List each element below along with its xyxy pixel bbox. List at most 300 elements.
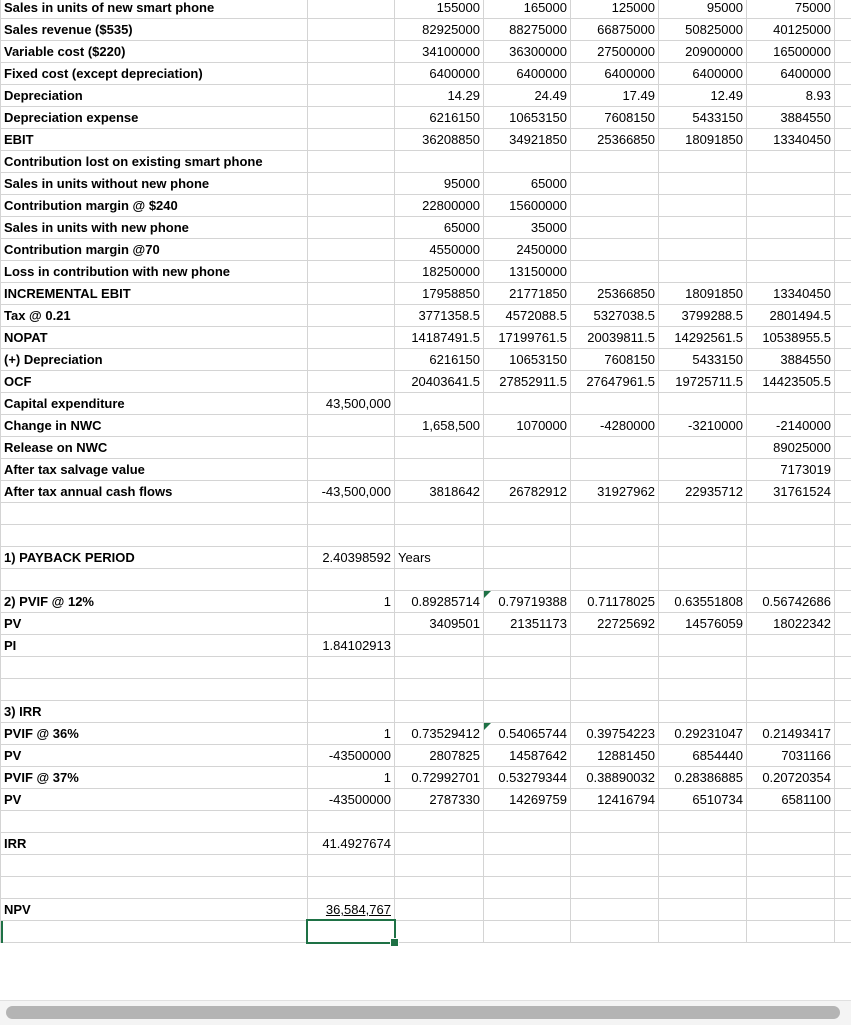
value-cell[interactable] (484, 877, 571, 899)
value-cell[interactable] (659, 261, 747, 283)
row-label-cell[interactable]: Tax @ 0.21 (1, 305, 308, 327)
value-cell[interactable] (835, 723, 851, 745)
value-cell[interactable] (308, 525, 395, 547)
value-cell[interactable] (484, 657, 571, 679)
value-cell[interactable] (747, 151, 835, 173)
value-cell[interactable]: 4550000 (395, 239, 484, 261)
value-cell[interactable]: 25366850 (571, 283, 659, 305)
value-cell[interactable]: 5433150 (659, 349, 747, 371)
value-cell[interactable] (835, 767, 851, 789)
row-label-cell[interactable]: NOPAT (1, 327, 308, 349)
value-cell[interactable] (571, 547, 659, 569)
value-cell[interactable] (571, 657, 659, 679)
value-cell[interactable]: 6400000 (659, 63, 747, 85)
value-cell[interactable]: 12.49 (659, 85, 747, 107)
value-cell[interactable] (835, 415, 851, 437)
value-cell[interactable] (659, 701, 747, 723)
value-cell[interactable] (659, 547, 747, 569)
value-cell[interactable] (395, 899, 484, 921)
value-cell[interactable] (747, 547, 835, 569)
value-cell[interactable] (835, 85, 851, 107)
value-cell[interactable] (308, 217, 395, 239)
value-cell[interactable] (835, 503, 851, 525)
value-cell[interactable]: 0.89285714 (395, 591, 484, 613)
value-cell[interactable]: 88275000 (484, 19, 571, 41)
value-cell[interactable] (747, 239, 835, 261)
value-cell[interactable]: 3884550 (747, 107, 835, 129)
value-cell[interactable] (308, 63, 395, 85)
row-label-cell[interactable]: PV (1, 613, 308, 635)
row-label-cell[interactable]: Capital expenditure (1, 393, 308, 415)
value-cell[interactable] (395, 657, 484, 679)
value-cell[interactable] (835, 239, 851, 261)
value-cell[interactable]: 31927962 (571, 481, 659, 503)
value-cell[interactable]: 0.72992701 (395, 767, 484, 789)
value-cell[interactable]: 65000 (484, 173, 571, 195)
row-label-cell[interactable] (1, 877, 308, 899)
value-cell[interactable] (395, 833, 484, 855)
value-cell[interactable] (747, 173, 835, 195)
value-cell[interactable]: 0.53279344 (484, 767, 571, 789)
row-label-cell[interactable]: Contribution margin @70 (1, 239, 308, 261)
scrollbar-thumb[interactable] (6, 1006, 840, 1019)
value-cell[interactable]: 0.63551808 (659, 591, 747, 613)
value-cell[interactable]: 34100000 (395, 41, 484, 63)
horizontal-scrollbar[interactable] (0, 1000, 851, 1025)
value-cell[interactable]: 6216150 (395, 107, 484, 129)
value-cell[interactable]: 7173019 (747, 459, 835, 481)
value-cell[interactable] (395, 877, 484, 899)
value-cell[interactable]: 0.21493417 (747, 723, 835, 745)
value-cell[interactable] (835, 0, 851, 19)
value-cell[interactable] (484, 393, 571, 415)
value-cell[interactable]: 0.38890032 (571, 767, 659, 789)
row-label-cell[interactable]: 3) IRR (1, 701, 308, 723)
value-cell[interactable]: 27852911.5 (484, 371, 571, 393)
value-cell[interactable] (571, 833, 659, 855)
value-cell[interactable]: 6400000 (747, 63, 835, 85)
value-cell[interactable] (571, 569, 659, 591)
value-cell[interactable] (835, 305, 851, 327)
row-label-cell[interactable]: Depreciation (1, 85, 308, 107)
value-cell[interactable] (835, 129, 851, 151)
value-cell[interactable]: 16500000 (747, 41, 835, 63)
value-cell[interactable]: 82925000 (395, 19, 484, 41)
row-label-cell[interactable]: NPV (1, 899, 308, 921)
value-cell[interactable]: 36,584,767 (308, 899, 395, 921)
row-label-cell[interactable]: Contribution margin @ $240 (1, 195, 308, 217)
value-cell[interactable] (484, 503, 571, 525)
value-cell[interactable] (571, 173, 659, 195)
value-cell[interactable]: 2801494.5 (747, 305, 835, 327)
value-cell[interactable]: 17958850 (395, 283, 484, 305)
value-cell[interactable] (659, 239, 747, 261)
value-cell[interactable]: 18250000 (395, 261, 484, 283)
value-cell[interactable]: 2450000 (484, 239, 571, 261)
value-cell[interactable] (659, 877, 747, 899)
value-cell[interactable] (659, 525, 747, 547)
value-cell[interactable]: 0.56742686 (747, 591, 835, 613)
value-cell[interactable] (835, 349, 851, 371)
value-cell[interactable]: 2807825 (395, 745, 484, 767)
value-cell[interactable] (835, 569, 851, 591)
value-cell[interactable]: 19725711.5 (659, 371, 747, 393)
value-cell[interactable] (835, 261, 851, 283)
value-cell[interactable] (395, 459, 484, 481)
value-cell[interactable] (747, 393, 835, 415)
row-label-cell[interactable]: PV (1, 789, 308, 811)
value-cell[interactable] (484, 701, 571, 723)
row-label-cell[interactable]: Sales in units without new phone (1, 173, 308, 195)
value-cell[interactable] (308, 371, 395, 393)
value-cell[interactable] (571, 701, 659, 723)
value-cell[interactable] (659, 657, 747, 679)
value-cell[interactable]: 65000 (395, 217, 484, 239)
value-cell[interactable]: 89025000 (747, 437, 835, 459)
value-cell[interactable] (308, 613, 395, 635)
value-cell[interactable] (308, 283, 395, 305)
value-cell[interactable] (484, 833, 571, 855)
value-cell[interactable] (835, 63, 851, 85)
value-cell[interactable] (395, 811, 484, 833)
value-cell[interactable]: 26782912 (484, 481, 571, 503)
value-cell[interactable] (835, 701, 851, 723)
value-cell[interactable] (835, 635, 851, 657)
value-cell[interactable] (835, 833, 851, 855)
value-cell[interactable] (395, 525, 484, 547)
value-cell[interactable]: 36300000 (484, 41, 571, 63)
value-cell[interactable] (484, 547, 571, 569)
value-cell[interactable] (835, 107, 851, 129)
value-cell[interactable] (835, 877, 851, 899)
value-cell[interactable] (308, 459, 395, 481)
value-cell[interactable] (571, 921, 659, 943)
value-cell[interactable] (659, 393, 747, 415)
row-label-cell[interactable]: PVIF @ 37% (1, 767, 308, 789)
value-cell[interactable]: 27500000 (571, 41, 659, 63)
value-cell[interactable]: 14187491.5 (395, 327, 484, 349)
value-cell[interactable]: 8.93 (747, 85, 835, 107)
value-cell[interactable] (395, 855, 484, 877)
value-cell[interactable] (659, 217, 747, 239)
value-cell[interactable] (835, 613, 851, 635)
value-cell[interactable] (835, 173, 851, 195)
row-label-cell[interactable]: Release on NWC (1, 437, 308, 459)
value-cell[interactable]: 14576059 (659, 613, 747, 635)
value-cell[interactable]: 125000 (571, 0, 659, 19)
value-cell[interactable]: 0.39754223 (571, 723, 659, 745)
value-cell[interactable] (308, 569, 395, 591)
value-cell[interactable] (571, 855, 659, 877)
value-cell[interactable]: 17.49 (571, 85, 659, 107)
row-label-cell[interactable]: INCREMENTAL EBIT (1, 283, 308, 305)
value-cell[interactable] (747, 899, 835, 921)
value-cell[interactable] (659, 811, 747, 833)
value-cell[interactable] (659, 635, 747, 657)
value-cell[interactable] (835, 459, 851, 481)
row-label-cell[interactable] (1, 503, 308, 525)
value-cell[interactable]: 35000 (484, 217, 571, 239)
value-cell[interactable]: 66875000 (571, 19, 659, 41)
value-cell[interactable] (395, 393, 484, 415)
value-cell[interactable]: 22725692 (571, 613, 659, 635)
value-cell[interactable]: 0.54065744 (484, 723, 571, 745)
value-cell[interactable] (308, 151, 395, 173)
value-cell[interactable]: 7608150 (571, 107, 659, 129)
value-cell[interactable]: 6216150 (395, 349, 484, 371)
value-cell[interactable] (571, 261, 659, 283)
value-cell[interactable]: 3799288.5 (659, 305, 747, 327)
value-cell[interactable] (395, 921, 484, 943)
value-cell[interactable]: 75000 (747, 0, 835, 19)
value-cell[interactable] (747, 525, 835, 547)
value-cell[interactable]: 13340450 (747, 283, 835, 305)
value-cell[interactable]: 34921850 (484, 129, 571, 151)
value-cell[interactable] (659, 195, 747, 217)
value-cell[interactable] (747, 503, 835, 525)
value-cell[interactable]: 6854440 (659, 745, 747, 767)
row-label-cell[interactable] (1, 811, 308, 833)
value-cell[interactable] (308, 679, 395, 701)
value-cell[interactable] (835, 481, 851, 503)
value-cell[interactable]: 43,500,000 (308, 393, 395, 415)
value-cell[interactable]: 14292561.5 (659, 327, 747, 349)
value-cell[interactable] (484, 855, 571, 877)
value-cell[interactable] (571, 635, 659, 657)
value-cell[interactable] (308, 173, 395, 195)
value-cell[interactable]: 41.4927674 (308, 833, 395, 855)
value-cell[interactable] (571, 811, 659, 833)
value-cell[interactable]: 6510734 (659, 789, 747, 811)
value-cell[interactable] (308, 261, 395, 283)
value-cell[interactable] (571, 899, 659, 921)
value-cell[interactable] (484, 459, 571, 481)
value-cell[interactable] (747, 195, 835, 217)
value-cell[interactable] (835, 899, 851, 921)
row-label-cell[interactable]: OCF (1, 371, 308, 393)
value-cell[interactable]: 13150000 (484, 261, 571, 283)
value-cell[interactable] (395, 701, 484, 723)
value-cell[interactable]: 6400000 (484, 63, 571, 85)
value-cell[interactable]: 1.84102913 (308, 635, 395, 657)
value-cell[interactable]: 25366850 (571, 129, 659, 151)
value-cell[interactable] (835, 195, 851, 217)
value-cell[interactable] (835, 437, 851, 459)
value-cell[interactable]: 10653150 (484, 349, 571, 371)
row-label-cell[interactable]: Sales in units of new smart phone (1, 0, 308, 19)
value-cell[interactable]: 1 (308, 723, 395, 745)
row-label-cell[interactable]: After tax salvage value (1, 459, 308, 481)
value-cell[interactable] (835, 217, 851, 239)
value-cell[interactable] (747, 833, 835, 855)
value-cell[interactable]: 1 (308, 767, 395, 789)
value-cell[interactable] (835, 19, 851, 41)
value-cell[interactable]: 17199761.5 (484, 327, 571, 349)
value-cell[interactable]: 14.29 (395, 85, 484, 107)
row-label-cell[interactable] (1, 679, 308, 701)
value-cell[interactable]: 7608150 (571, 349, 659, 371)
value-cell[interactable]: 6581100 (747, 789, 835, 811)
row-label-cell[interactable] (1, 921, 308, 943)
value-cell[interactable] (747, 877, 835, 899)
value-cell[interactable] (571, 437, 659, 459)
value-cell[interactable]: 27647961.5 (571, 371, 659, 393)
row-label-cell[interactable]: Sales in units with new phone (1, 217, 308, 239)
value-cell[interactable]: 0.20720354 (747, 767, 835, 789)
value-cell[interactable] (484, 151, 571, 173)
value-cell[interactable] (571, 503, 659, 525)
value-cell[interactable] (308, 85, 395, 107)
value-cell[interactable]: 50825000 (659, 19, 747, 41)
value-cell[interactable] (659, 437, 747, 459)
value-cell[interactable] (571, 217, 659, 239)
value-cell[interactable]: 22935712 (659, 481, 747, 503)
value-cell[interactable]: 10538955.5 (747, 327, 835, 349)
value-cell[interactable]: 2.40398592 (308, 547, 395, 569)
value-cell[interactable] (308, 129, 395, 151)
value-cell[interactable] (571, 393, 659, 415)
value-cell[interactable] (571, 239, 659, 261)
value-cell[interactable] (835, 811, 851, 833)
value-cell[interactable] (747, 855, 835, 877)
value-cell[interactable]: 15600000 (484, 195, 571, 217)
value-cell[interactable] (571, 151, 659, 173)
value-cell[interactable] (747, 217, 835, 239)
value-cell[interactable] (308, 327, 395, 349)
row-label-cell[interactable]: Variable cost ($220) (1, 41, 308, 63)
value-cell[interactable]: 21351173 (484, 613, 571, 635)
value-cell[interactable]: 5327038.5 (571, 305, 659, 327)
value-cell[interactable] (747, 679, 835, 701)
value-cell[interactable] (835, 371, 851, 393)
value-cell[interactable]: 18091850 (659, 283, 747, 305)
value-cell[interactable] (308, 855, 395, 877)
value-cell[interactable] (835, 921, 851, 943)
value-cell[interactable] (308, 657, 395, 679)
row-label-cell[interactable] (1, 569, 308, 591)
value-cell[interactable] (571, 877, 659, 899)
row-label-cell[interactable] (1, 855, 308, 877)
value-cell[interactable]: 4572088.5 (484, 305, 571, 327)
value-cell[interactable] (484, 811, 571, 833)
value-cell[interactable] (484, 899, 571, 921)
value-cell[interactable]: 20039811.5 (571, 327, 659, 349)
value-cell[interactable]: 3818642 (395, 481, 484, 503)
value-cell[interactable] (835, 679, 851, 701)
value-cell[interactable]: 1,658,500 (395, 415, 484, 437)
value-cell[interactable] (484, 525, 571, 547)
value-cell[interactable]: 0.28386885 (659, 767, 747, 789)
value-cell[interactable] (308, 41, 395, 63)
value-cell[interactable] (659, 503, 747, 525)
value-cell[interactable] (835, 591, 851, 613)
value-cell[interactable] (747, 261, 835, 283)
value-cell[interactable] (747, 811, 835, 833)
value-cell[interactable] (659, 569, 747, 591)
value-cell[interactable]: 13340450 (747, 129, 835, 151)
value-cell[interactable]: 0.73529412 (395, 723, 484, 745)
value-cell[interactable]: 14587642 (484, 745, 571, 767)
value-cell[interactable]: Years (395, 547, 484, 569)
value-cell[interactable] (835, 283, 851, 305)
row-label-cell[interactable]: EBIT (1, 129, 308, 151)
value-cell[interactable]: 95000 (395, 173, 484, 195)
value-cell[interactable] (659, 833, 747, 855)
value-cell[interactable] (484, 679, 571, 701)
value-cell[interactable]: 14269759 (484, 789, 571, 811)
value-cell[interactable]: -4280000 (571, 415, 659, 437)
value-cell[interactable] (395, 569, 484, 591)
value-cell[interactable]: 5433150 (659, 107, 747, 129)
value-cell[interactable] (308, 811, 395, 833)
value-cell[interactable] (747, 921, 835, 943)
value-cell[interactable] (308, 195, 395, 217)
value-cell[interactable]: -43500000 (308, 745, 395, 767)
value-cell[interactable] (308, 239, 395, 261)
row-label-cell[interactable] (1, 657, 308, 679)
value-cell[interactable] (659, 899, 747, 921)
row-label-cell[interactable]: PI (1, 635, 308, 657)
value-cell[interactable] (835, 327, 851, 349)
value-cell[interactable] (484, 635, 571, 657)
value-cell[interactable]: 12881450 (571, 745, 659, 767)
value-cell[interactable]: 18091850 (659, 129, 747, 151)
value-cell[interactable] (395, 437, 484, 459)
value-cell[interactable]: 3771358.5 (395, 305, 484, 327)
value-cell[interactable] (484, 569, 571, 591)
value-cell[interactable]: 1 (308, 591, 395, 613)
value-cell[interactable] (835, 547, 851, 569)
value-cell[interactable] (747, 635, 835, 657)
value-cell[interactable]: 40125000 (747, 19, 835, 41)
value-cell[interactable] (835, 789, 851, 811)
value-cell[interactable] (835, 657, 851, 679)
value-cell[interactable] (835, 393, 851, 415)
value-cell[interactable]: 24.49 (484, 85, 571, 107)
value-cell[interactable] (308, 305, 395, 327)
value-cell[interactable]: -3210000 (659, 415, 747, 437)
row-label-cell[interactable]: 2) PVIF @ 12% (1, 591, 308, 613)
row-label-cell[interactable]: Change in NWC (1, 415, 308, 437)
value-cell[interactable]: 2787330 (395, 789, 484, 811)
row-label-cell[interactable]: IRR (1, 833, 308, 855)
value-cell[interactable]: 21771850 (484, 283, 571, 305)
value-cell[interactable]: 0.71178025 (571, 591, 659, 613)
value-cell[interactable]: 0.29231047 (659, 723, 747, 745)
value-cell[interactable] (835, 41, 851, 63)
row-label-cell[interactable]: Sales revenue ($535) (1, 19, 308, 41)
row-label-cell[interactable]: Depreciation expense (1, 107, 308, 129)
value-cell[interactable] (571, 525, 659, 547)
value-cell[interactable] (308, 349, 395, 371)
value-cell[interactable] (659, 921, 747, 943)
value-cell[interactable]: 7031166 (747, 745, 835, 767)
value-cell[interactable] (659, 459, 747, 481)
value-cell[interactable] (308, 437, 395, 459)
row-label-cell[interactable]: PVIF @ 36% (1, 723, 308, 745)
row-label-cell[interactable]: Contribution lost on existing smart phone (1, 151, 308, 173)
value-cell[interactable] (308, 415, 395, 437)
active-cell[interactable] (308, 921, 395, 943)
row-label-cell[interactable]: After tax annual cash flows (1, 481, 308, 503)
value-cell[interactable] (659, 151, 747, 173)
value-cell[interactable]: 14423505.5 (747, 371, 835, 393)
value-cell[interactable] (308, 0, 395, 19)
value-cell[interactable] (835, 525, 851, 547)
value-cell[interactable]: 22800000 (395, 195, 484, 217)
value-cell[interactable] (747, 657, 835, 679)
value-cell[interactable]: -43500000 (308, 789, 395, 811)
